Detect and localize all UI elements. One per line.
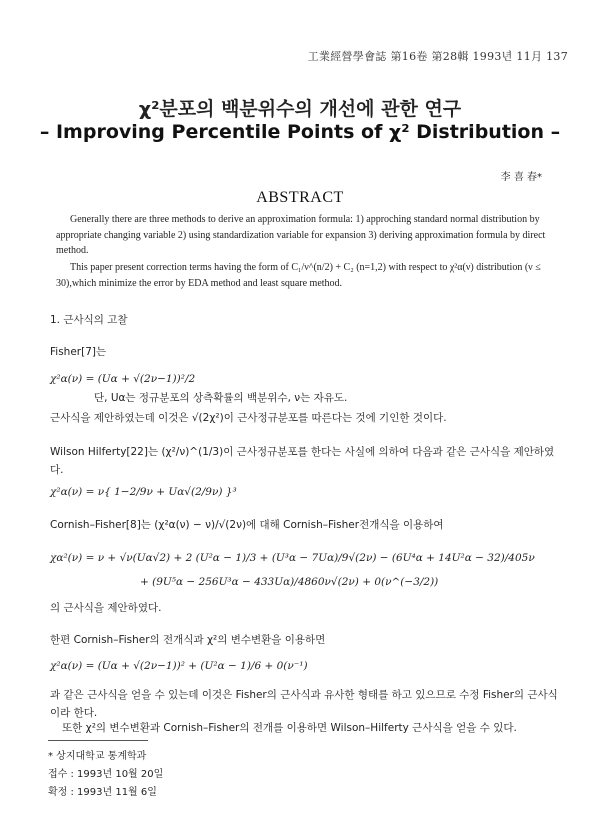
footnote-accepted: 확정 : 1993년 11월 6일	[48, 787, 157, 798]
title-korean: χ²분포의 백분위수의 개선에 관한 연구	[138, 98, 462, 120]
approx-explanation: 근사식을 제안하였는데 이것은 √(2χ²)이 근사정규분포를 따른다는 것에 기인한 것이다.	[50, 412, 447, 424]
running-header: 工業經營學會誌 第16卷 第28輯 1993년 11月 137	[307, 50, 568, 63]
equation-fisher: χ²α(ν) = (Uα + √(2ν−1))²/2	[50, 373, 196, 385]
footnote-affiliation: * 상지대학교 통계학과	[48, 751, 147, 762]
proposed-text: 의 근사식을 제안하였다.	[50, 602, 162, 614]
equation-wilson-hilferty: χ²α(ν) = ν{ 1−2/9ν + Uα√(2/9ν) }³	[50, 486, 237, 498]
equation-cornish-fisher-line1: χα²(ν) = ν + √ν(Uα√2) + 2 (U²α − 1)/3 + (U³α − 7Uα)/9√(2ν) − (6U⁴α + 14U²α − 32)/405ν	[50, 552, 535, 564]
fisher-intro: Fisher[7]는	[50, 346, 107, 358]
abstract-heading: ABSTRACT	[256, 189, 344, 206]
footnote-divider	[48, 740, 148, 741]
modified-fisher-text: 과 같은 근사식을 얻을 수 있는데 이것은 Fisher의 근사식과 유사한 형태를 하고 있으므로 수정 Fisher의 근사식이라 한다.	[50, 689, 558, 719]
section-title: 1. 근사식의 고찰	[50, 314, 128, 326]
wilson-hilferty-text: Wilson Hilferty[22]는 (χ²/ν)^(1/3)이 근사정규분포를 한다는 사실에 의하여 다음과 같은 근사식을 제안하였다.	[50, 446, 555, 476]
footnote-received: 접수 : 1993년 10월 20일	[48, 769, 164, 780]
wilson-hilferty-derivation-text: 또한 χ²의 변수변환과 Cornish–Fisher의 전개를 이용하면 Wilson–Hilferty 근사식을 얻을 수 있다.	[62, 722, 517, 734]
variable-transform-text: 한편 Cornish–Fisher의 전개식과 χ²의 변수변환을 이용하면	[50, 634, 326, 646]
equation-modified-fisher: χ²α(ν) = (Uα + √(2ν−1))² + (U²α − 1)/6 + 0(ν⁻¹)	[50, 660, 308, 672]
cornish-fisher-text: Cornish–Fisher[8]는 (χ²α(ν) − ν)/√(2ν)에 대해 Cornish–Fisher전개식을 이용하여	[50, 519, 444, 531]
equation-cornish-fisher-line2: + (9U⁵α − 256U³α − 433Uα)/4860ν√(2ν) + 0(ν^(−3/2))	[140, 576, 439, 588]
title-english: – Improving Percentile Points of χ² Distribution –	[39, 121, 561, 143]
author-name: 李 喜 春*	[500, 172, 542, 183]
abstract-paragraph-1: Generally there are three methods to derive an approximation formula: 1) approching standard normal distribution by appropriate changing variable 2) using standardization variable for expansion 3) deriving approximation formula by direct method.	[56, 214, 546, 256]
abstract-paragraph-2: This paper present correction terms having the form of C₁/ν^(n/2) + C₂ (n=1,2) with respect to χ²α(ν) distribution (ν ≤ 30),which minimize the error by EDA method and least square method.	[56, 262, 541, 289]
equation-note: 단, Uα는 정규분포의 상측확률의 백분위수, ν는 자유도.	[94, 392, 348, 404]
